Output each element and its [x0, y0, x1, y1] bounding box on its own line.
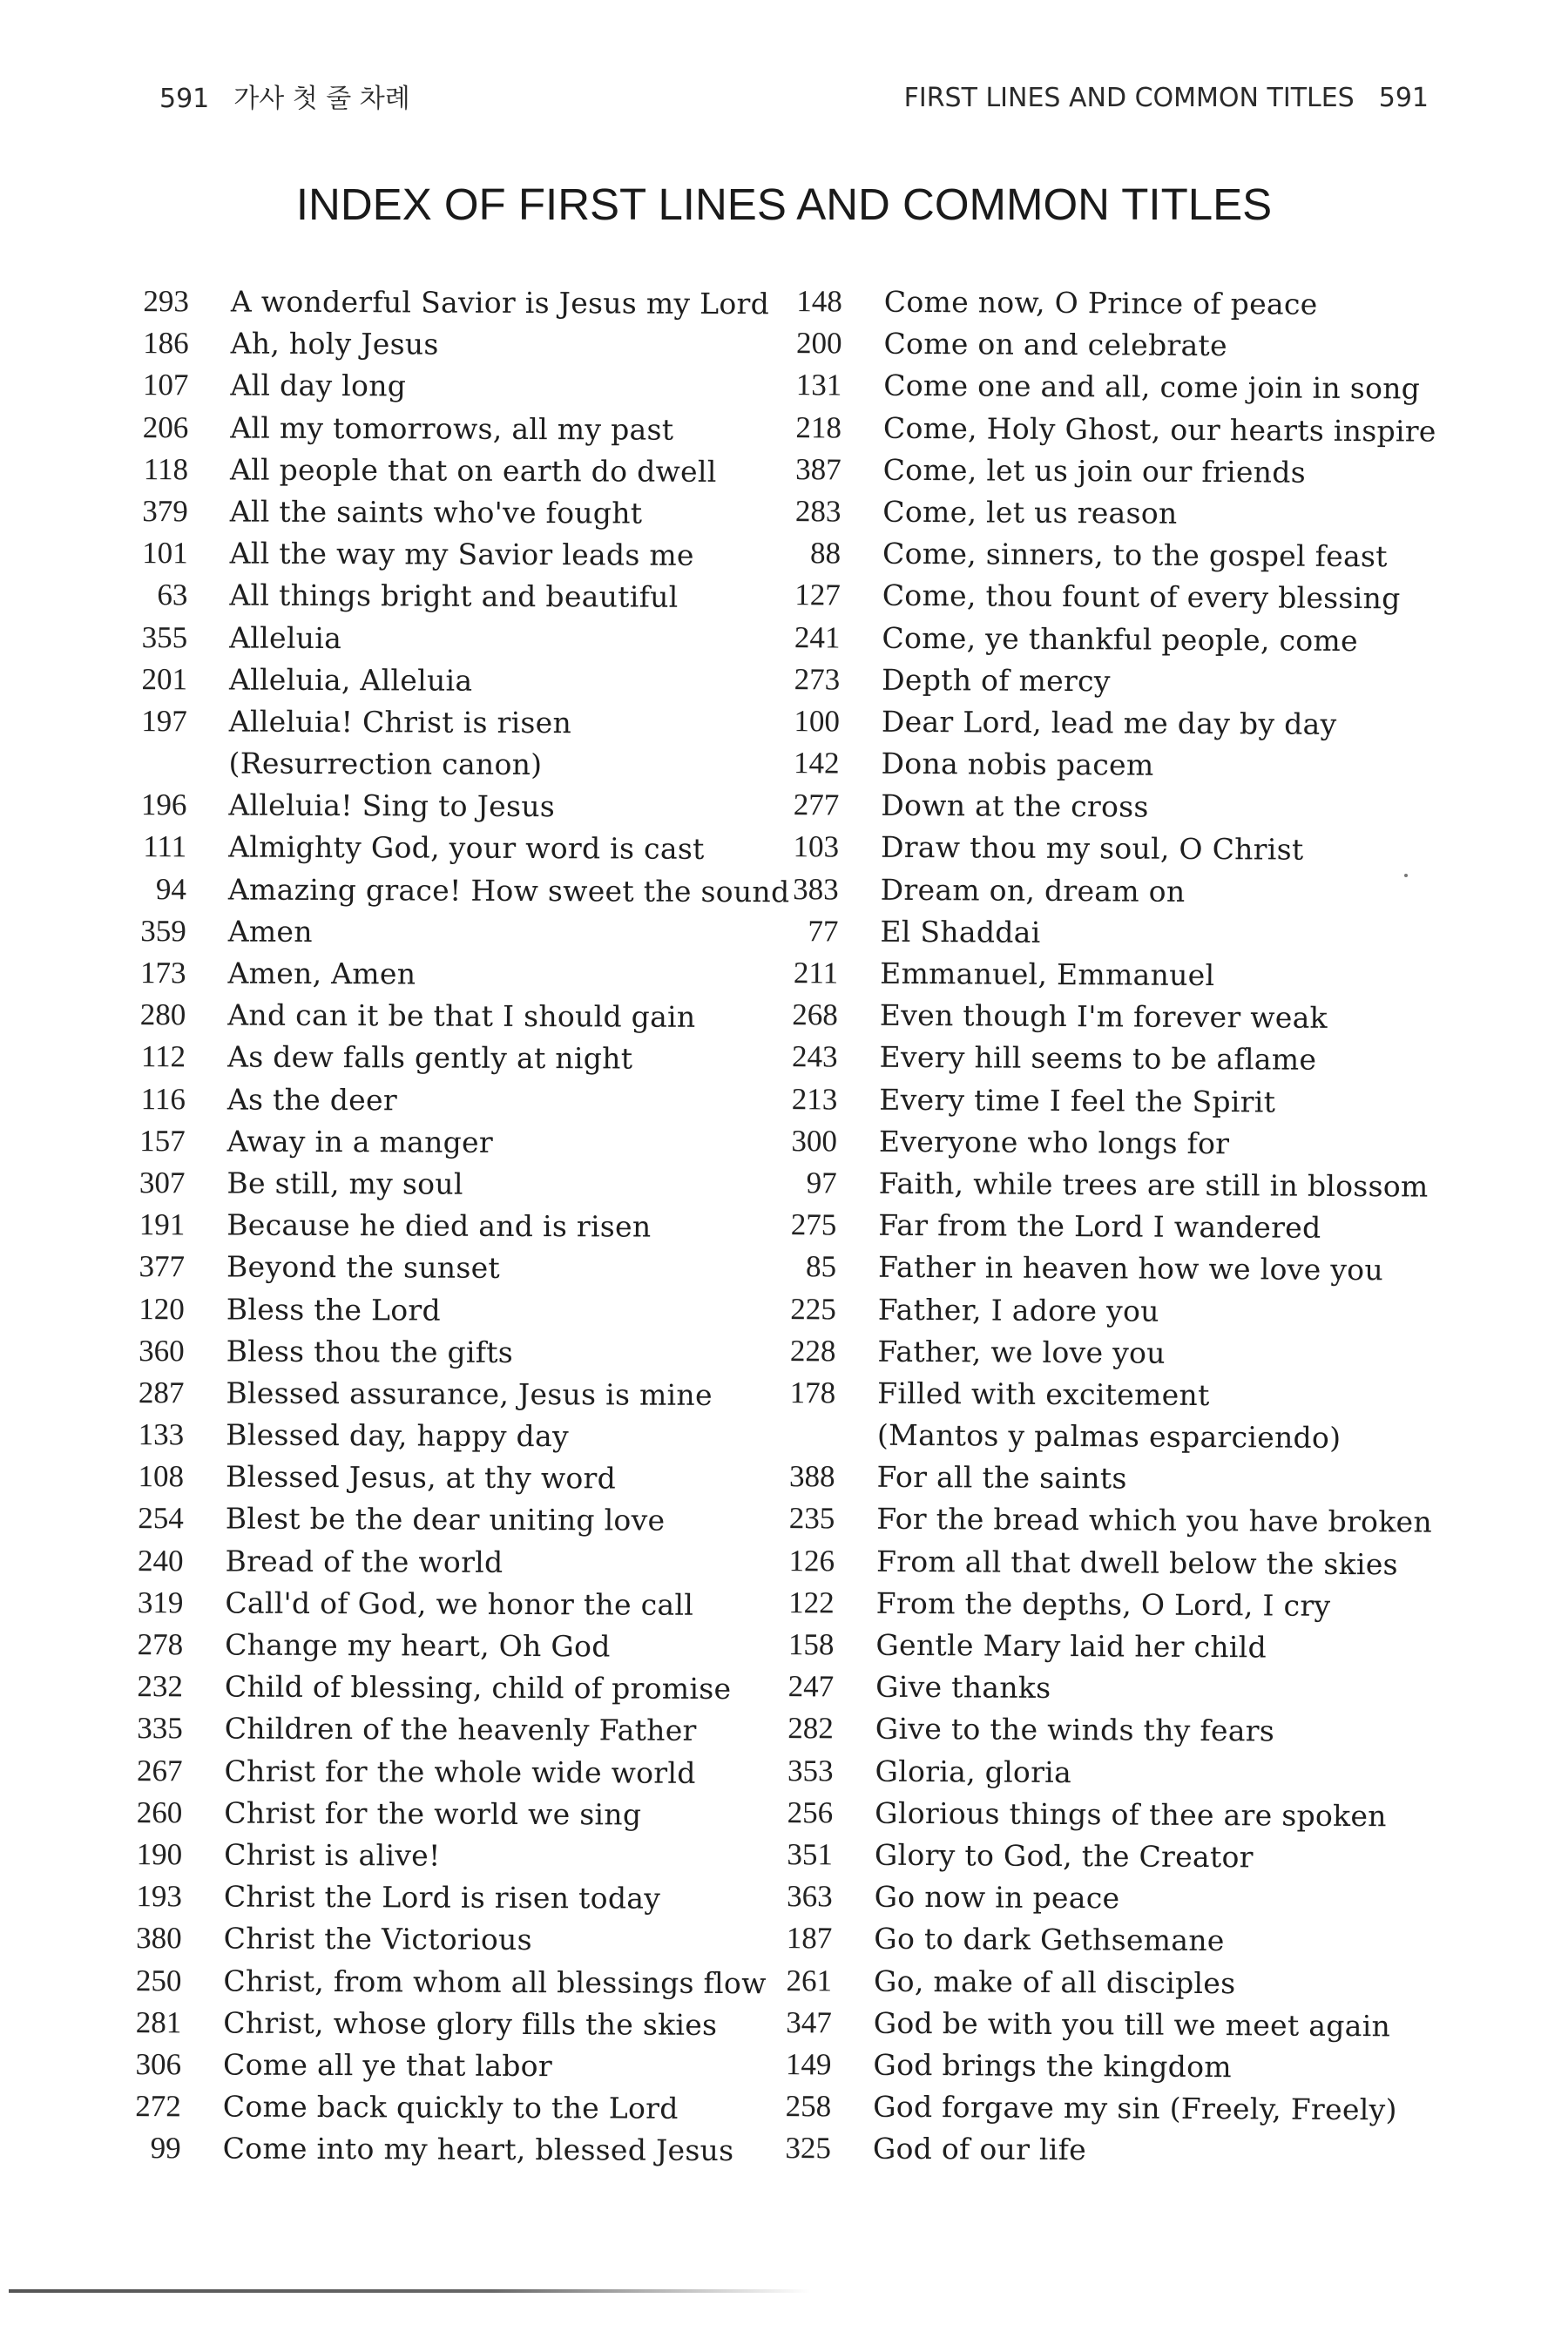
hymn-first-line: Be still, my soul	[226, 1166, 463, 1201]
hymn-number: 325	[785, 2131, 832, 2166]
hymn-number: 360	[139, 1333, 185, 1368]
index-entry	[772, 1540, 1432, 1586]
hymn-number: 127	[794, 578, 841, 612]
hymn-first-line: (Resurrection canon)	[228, 746, 543, 782]
hymn-first-line: All things bright and beautiful	[229, 578, 679, 615]
index-entry	[774, 1120, 1435, 1166]
index-entry	[120, 1666, 787, 1711]
index-entry	[770, 1834, 1430, 1880]
index-entry	[773, 1372, 1433, 1418]
index-entry	[776, 742, 1436, 788]
hymn-first-line: Give thanks	[875, 1669, 1051, 1706]
hymn-first-line: Ah, holy Jesus	[230, 326, 439, 362]
hymn-first-line: Glorious things of thee are spoken	[875, 1795, 1387, 1834]
hymn-number: 283	[794, 494, 841, 529]
hymn-first-line: For the bread which you have broken	[876, 1502, 1433, 1540]
hymn-number: 256	[787, 1794, 834, 1830]
hymn-first-line: Come on and celebrate	[883, 326, 1228, 363]
korean-section-title: 가사 첫 줄 차례	[233, 84, 410, 114]
hymn-number: 173	[139, 956, 186, 990]
index-entry	[768, 2044, 1429, 2090]
hymn-number: 232	[137, 1669, 184, 1704]
hymn-first-line: Come all ye that labor	[222, 2047, 553, 2084]
hymn-number: 190	[136, 1837, 183, 1872]
hymn-first-line: Christ the Victorious	[223, 1921, 532, 1957]
index-entry	[780, 280, 1440, 327]
hymn-first-line: Blessed Jesus, at thy word	[225, 1459, 617, 1496]
index-entry	[773, 1414, 1433, 1460]
hymn-first-line: As dew falls gently at night	[227, 1039, 633, 1076]
hymn-first-line: Everyone who longs for	[878, 1124, 1230, 1160]
hymn-first-line: Come, ye thankful people, come	[882, 620, 1359, 658]
hymn-first-line: Father, we love you	[877, 1334, 1166, 1370]
index-entry	[779, 407, 1439, 453]
hymn-number: 225	[790, 1291, 836, 1326]
index-entry	[774, 1036, 1435, 1082]
index-entry	[125, 700, 791, 746]
hymn-number: 126	[788, 1543, 835, 1578]
hymn-first-line: Go, make of all disciples	[873, 1963, 1236, 2000]
hymn-number: 355	[141, 619, 188, 654]
hymn-first-line: Christ the Lord is risen today	[223, 1879, 661, 1916]
index-entry	[125, 364, 792, 409]
index-entry	[123, 1120, 789, 1166]
index-entry	[775, 952, 1436, 998]
hymn-first-line: From the depths, O Lord, I cry	[875, 1585, 1331, 1623]
hymn-number: 218	[795, 409, 842, 444]
index-entry	[776, 868, 1436, 915]
hymn-number: 148	[796, 284, 842, 319]
hymn-first-line: Depth of mercy	[882, 662, 1111, 699]
hymn-first-line: All day long	[230, 368, 407, 403]
hymn-number: 247	[787, 1669, 835, 1704]
index-entry	[124, 868, 790, 914]
index-entry	[125, 490, 792, 536]
hymn-first-line: Draw thou my soul, O Christ	[880, 830, 1304, 868]
hymn-first-line: Bless the Lord	[226, 1292, 442, 1328]
hymn-number: 363	[787, 1879, 833, 1914]
running-title: FIRST LINES AND COMMON TITLES	[903, 83, 1355, 113]
hymn-number: 235	[788, 1501, 835, 1536]
index-entry	[118, 2085, 785, 2131]
left-index-column	[118, 280, 793, 2173]
hymn-number: 85	[805, 1249, 837, 1284]
index-entry	[119, 1917, 786, 1963]
hymn-first-line: Come, sinners, to the gospel feast	[882, 536, 1388, 574]
hymn-number: 280	[139, 997, 186, 1032]
hymn-first-line: Blest be the dear uniting love	[225, 1501, 666, 1538]
hymn-first-line: Come, let us reason	[882, 494, 1178, 531]
hymn-first-line: Father in heaven how we love you	[877, 1250, 1384, 1288]
hymn-number: 359	[140, 913, 186, 949]
index-entry	[121, 1456, 787, 1501]
hymn-number: 206	[142, 409, 189, 444]
hymn-number: 158	[787, 1627, 835, 1662]
hymn-number: 99	[150, 2131, 181, 2166]
hymn-first-line: God of our life	[872, 2131, 1087, 2167]
hymn-number: 388	[788, 1459, 835, 1494]
hymn-first-line: And can it be that I should gain	[227, 997, 696, 1035]
index-entry	[774, 1246, 1434, 1292]
hymn-first-line: For all the saints	[876, 1459, 1127, 1496]
index-entry	[126, 322, 793, 368]
index-entry	[126, 280, 793, 326]
hymn-number: 63	[157, 578, 188, 612]
hymn-first-line: All the saints who've fought	[229, 494, 643, 531]
hymn-number: 131	[795, 368, 842, 402]
hymn-first-line: Down at the cross	[881, 787, 1149, 824]
hymn-number: 191	[139, 1207, 186, 1242]
index-entry	[772, 1582, 1432, 1628]
index-entry	[125, 407, 792, 452]
hymn-number: 97	[806, 1166, 837, 1200]
hymn-first-line: Dream on, dream on	[880, 872, 1186, 909]
hymn-number: 319	[137, 1585, 184, 1620]
hymn-first-line: Amen	[227, 914, 313, 949]
hymn-first-line: Come, thou fount of every blessing	[882, 578, 1401, 616]
hymn-number: 379	[142, 494, 188, 529]
bottom-rule-line	[9, 2289, 810, 2293]
hymn-first-line: Far from the Lord I wandered	[878, 1207, 1321, 1245]
index-entry	[124, 784, 790, 829]
hymn-number: 277	[793, 787, 840, 822]
hymn-first-line: El Shaddai	[880, 914, 1041, 950]
hymn-number: 307	[139, 1166, 186, 1200]
index-entry	[779, 322, 1439, 368]
hymn-number: 335	[137, 1711, 183, 1746]
index-entry	[769, 1917, 1429, 1963]
hymn-first-line: Christ for the whole wide world	[224, 1754, 696, 1790]
index-entry	[119, 1792, 786, 1837]
left-page-number: 591	[159, 84, 210, 114]
hymn-first-line: Come back quickly to the Lord	[222, 2089, 679, 2126]
index-entry	[125, 449, 792, 494]
index-entry	[778, 490, 1438, 537]
hymn-first-line: Come one and all, come join in song	[883, 368, 1421, 406]
hymn-first-line: Christ for the world we sing	[224, 1795, 642, 1832]
hymn-number: 293	[143, 284, 189, 319]
hymn-first-line: Come now, O Prince of peace	[883, 284, 1318, 321]
index-entry	[118, 2044, 785, 2089]
index-entry	[120, 1707, 787, 1753]
hymn-first-line: Amazing grace! How sweet the sound	[227, 872, 790, 909]
hymn-first-line: From all that dwell below the skies	[875, 1544, 1398, 1581]
index-entry	[125, 616, 791, 661]
hymn-number: 197	[141, 703, 187, 739]
index-entry	[124, 826, 790, 871]
hymn-number: 193	[136, 1879, 182, 1914]
right-index-column	[768, 280, 1440, 2173]
print-speck	[1404, 874, 1408, 877]
index-entry	[122, 1288, 788, 1333]
index-entry	[776, 784, 1436, 830]
index-entry	[768, 2127, 1429, 2173]
hymn-number: 213	[791, 1081, 838, 1116]
index-entry	[123, 952, 789, 997]
index-entry	[125, 574, 791, 619]
index-entry	[770, 1876, 1430, 1922]
hymn-first-line: Glory to God, the Creator	[874, 1837, 1254, 1875]
hymn-number: 240	[138, 1543, 184, 1578]
index-entry	[125, 659, 791, 704]
hymn-first-line: Alleluia	[229, 620, 342, 655]
hymn-number: 120	[139, 1291, 185, 1326]
hymn-number: 306	[135, 2046, 182, 2082]
hymn-first-line: Alleluia! Sing to Jesus	[228, 787, 556, 824]
hymn-number: 377	[139, 1249, 186, 1284]
hymn-first-line: Dona nobis pacem	[881, 746, 1154, 782]
hymn-number: 261	[786, 1963, 833, 1997]
index-entry	[119, 1834, 786, 1879]
hymn-number: 300	[791, 1123, 838, 1159]
index-entry	[118, 2002, 785, 2047]
hymn-first-line: Alleluia, Alleluia	[228, 662, 473, 698]
hymn-first-line: God forgave my sin (Freely, Freely)	[873, 2089, 1397, 2127]
right-running-header	[904, 83, 1429, 113]
hymn-number: 178	[789, 1375, 836, 1410]
hymn-number: 133	[138, 1417, 185, 1452]
hymn-first-line: Filled with excitement	[877, 1375, 1210, 1412]
hymn-number: 111	[143, 829, 187, 864]
index-entry	[123, 994, 789, 1039]
index-entry	[774, 1204, 1434, 1250]
index-entry	[120, 1582, 787, 1627]
index-entry	[123, 1036, 789, 1081]
hymn-number: 101	[142, 536, 188, 571]
hymn-first-line: Every time I feel the Spirit	[879, 1082, 1276, 1119]
index-entry	[124, 742, 790, 787]
hymn-number: 88	[809, 536, 841, 571]
hymn-first-line: Almighty God, your word is cast	[228, 829, 705, 867]
index-entry	[119, 1876, 786, 1921]
hymn-first-line: Christ, from whom all blessings flow	[223, 1963, 767, 2000]
hymn-number: 112	[140, 1039, 186, 1074]
hymn-first-line: Christ, whose glory fills the skies	[223, 2005, 718, 2042]
index-entry	[120, 1540, 787, 1585]
hymn-first-line: Child of blessing, child of promise	[224, 1669, 732, 1707]
hymn-first-line: Children of the heavenly Father	[224, 1711, 697, 1748]
hymn-number: 347	[786, 2004, 832, 2040]
index-entry	[774, 1162, 1435, 1208]
hymn-number: 273	[794, 661, 841, 697]
index-entry	[777, 659, 1437, 705]
hymn-first-line: Call'd of God, we honor the call	[225, 1585, 694, 1622]
hymn-first-line: Bless thou the gifts	[226, 1334, 514, 1369]
index-entry	[771, 1666, 1431, 1712]
index-entry	[119, 1750, 786, 1795]
hymn-number: 116	[140, 1081, 186, 1116]
index-entry	[770, 1750, 1430, 1796]
hymn-number: 258	[785, 2089, 832, 2124]
hymn-number: 282	[787, 1711, 834, 1746]
index-entry	[124, 910, 790, 956]
index-entry	[121, 1414, 787, 1459]
hymn-first-line: A wonderful Savior is Jesus my Lord	[230, 284, 770, 321]
hymn-number: 380	[136, 1921, 182, 1956]
hymn-first-line: Alleluia! Christ is risen	[228, 704, 572, 740]
hymn-number: 142	[793, 746, 840, 781]
index-entry	[769, 2002, 1429, 2048]
hymn-number: 108	[138, 1459, 185, 1494]
index-entry	[772, 1456, 1432, 1502]
index-entry	[774, 1288, 1434, 1334]
index-entry	[122, 1162, 788, 1207]
index-entry	[773, 1330, 1433, 1376]
index-entry	[118, 1959, 785, 2004]
hymn-number: 228	[789, 1333, 836, 1369]
hymn-first-line: Come, Holy Ghost, our hearts inspire	[882, 410, 1436, 449]
hymn-number: 275	[790, 1207, 837, 1242]
hymn-number: 100	[794, 703, 841, 739]
hymn-first-line: Go now in peace	[874, 1879, 1120, 1916]
index-entry	[774, 1078, 1435, 1125]
index-entry	[779, 364, 1439, 410]
index-entry	[778, 574, 1438, 620]
hymn-first-line: Blessed day, happy day	[226, 1417, 570, 1454]
hymn-first-line: Bread of the world	[225, 1544, 504, 1579]
hymn-first-line: Dear Lord, lead me day by day	[881, 704, 1337, 741]
hymn-first-line: All my tomorrows, all my past	[230, 410, 674, 447]
hymn-number: 353	[787, 1753, 834, 1788]
index-entry	[118, 2127, 785, 2173]
index-entry	[777, 616, 1437, 662]
hymn-number: 196	[140, 787, 187, 822]
index-entry	[775, 910, 1436, 956]
hymn-first-line: Come into my heart, blessed Jesus	[222, 2131, 734, 2168]
hymn-number: 383	[793, 871, 839, 907]
hymn-number: 272	[135, 2089, 181, 2124]
page-title: INDEX OF FIRST LINES AND COMMON TITLES	[295, 179, 1273, 229]
hymn-number: 268	[792, 997, 838, 1032]
index-entry	[768, 2085, 1429, 2132]
hymn-first-line: Gloria, gloria	[875, 1754, 1072, 1789]
hymn-first-line: All the way my Savior leads me	[229, 536, 694, 572]
hymn-number: 351	[787, 1837, 834, 1872]
index-entry	[770, 1792, 1430, 1838]
hymn-first-line: Gentle Mary laid her child	[875, 1627, 1267, 1665]
hymn-number: 254	[138, 1501, 184, 1536]
hymn-first-line: Away in a manger	[226, 1124, 494, 1159]
hymn-number: 187	[786, 1921, 833, 1956]
hymn-number: 149	[785, 2046, 832, 2082]
hymn-number: 241	[794, 619, 841, 654]
hymn-first-line: (Mantos y palmas esparciendo)	[876, 1417, 1342, 1456]
hymn-number: 118	[143, 451, 189, 487]
hymn-number: 94	[155, 871, 187, 906]
hymn-number: 287	[138, 1375, 185, 1410]
right-page-number: 591	[1378, 83, 1429, 113]
index-entry	[122, 1330, 788, 1375]
index-entry	[772, 1497, 1432, 1544]
hymn-first-line: As the deer	[226, 1082, 398, 1117]
index-entry	[125, 532, 792, 578]
hymn-number: 250	[135, 1963, 182, 1997]
index-entry	[779, 449, 1439, 495]
index-entry	[123, 1078, 789, 1124]
hymn-number: 211	[793, 956, 839, 990]
hymn-first-line: Give to the winds thy fears	[875, 1712, 1275, 1748]
hymn-number: 267	[136, 1753, 183, 1788]
hymn-number: 77	[808, 914, 839, 949]
hymn-number: 186	[143, 326, 189, 361]
hymn-number: 157	[139, 1123, 186, 1159]
hymn-number: 107	[142, 368, 189, 402]
hymn-first-line: Even though I'm forever weak	[879, 997, 1328, 1036]
hymn-first-line: Blessed assurance, Jesus is mine	[226, 1375, 713, 1412]
hymn-first-line: Change my heart, Oh God	[225, 1627, 611, 1664]
hymn-number: 103	[793, 829, 840, 864]
hymn-first-line: Faith, while trees are still in blossom	[878, 1166, 1429, 1204]
hymn-first-line: Beyond the sunset	[226, 1249, 501, 1286]
hymn-first-line: Amen, Amen	[227, 956, 416, 991]
index-entry	[776, 826, 1436, 872]
left-running-header	[159, 77, 435, 115]
hymn-number: 243	[791, 1039, 838, 1074]
index-entry	[121, 1372, 787, 1417]
hymn-number: 200	[795, 326, 842, 361]
hymn-number: 278	[137, 1627, 184, 1662]
hymn-number: 201	[141, 661, 188, 696]
index-entry	[122, 1246, 788, 1291]
index-entry	[778, 532, 1438, 578]
hymn-number: 260	[136, 1794, 183, 1830]
index-entry	[121, 1497, 787, 1543]
index-entry	[771, 1707, 1431, 1754]
index-entry	[771, 1624, 1431, 1670]
hymn-first-line: Christ is alive!	[224, 1837, 441, 1873]
hymn-number: 387	[795, 451, 841, 487]
hymn-first-line: Father, I adore you	[877, 1292, 1159, 1328]
index-entry	[120, 1624, 787, 1669]
index-entry	[769, 1959, 1429, 2005]
hymn-first-line: God brings the kingdom	[873, 2047, 1233, 2085]
hymn-number: 281	[135, 2004, 182, 2039]
hymn-first-line: Because he died and is risen	[226, 1207, 652, 1244]
index-entry	[777, 700, 1437, 747]
hymn-number: 122	[788, 1585, 835, 1620]
hymn-first-line: God be with you till we meet again	[873, 2005, 1391, 2044]
hymn-first-line: Emmanuel, Emmanuel	[880, 956, 1215, 993]
hymn-first-line: Every hill seems to be aflame	[879, 1040, 1317, 1078]
hymn-first-line: Come, let us join our friends	[882, 452, 1307, 490]
index-entry	[775, 994, 1436, 1040]
hymn-first-line: Go to dark Gethsemane	[874, 1922, 1225, 1958]
hymn-first-line: All people that on earth do dwell	[229, 452, 717, 489]
index-entry	[122, 1204, 788, 1249]
